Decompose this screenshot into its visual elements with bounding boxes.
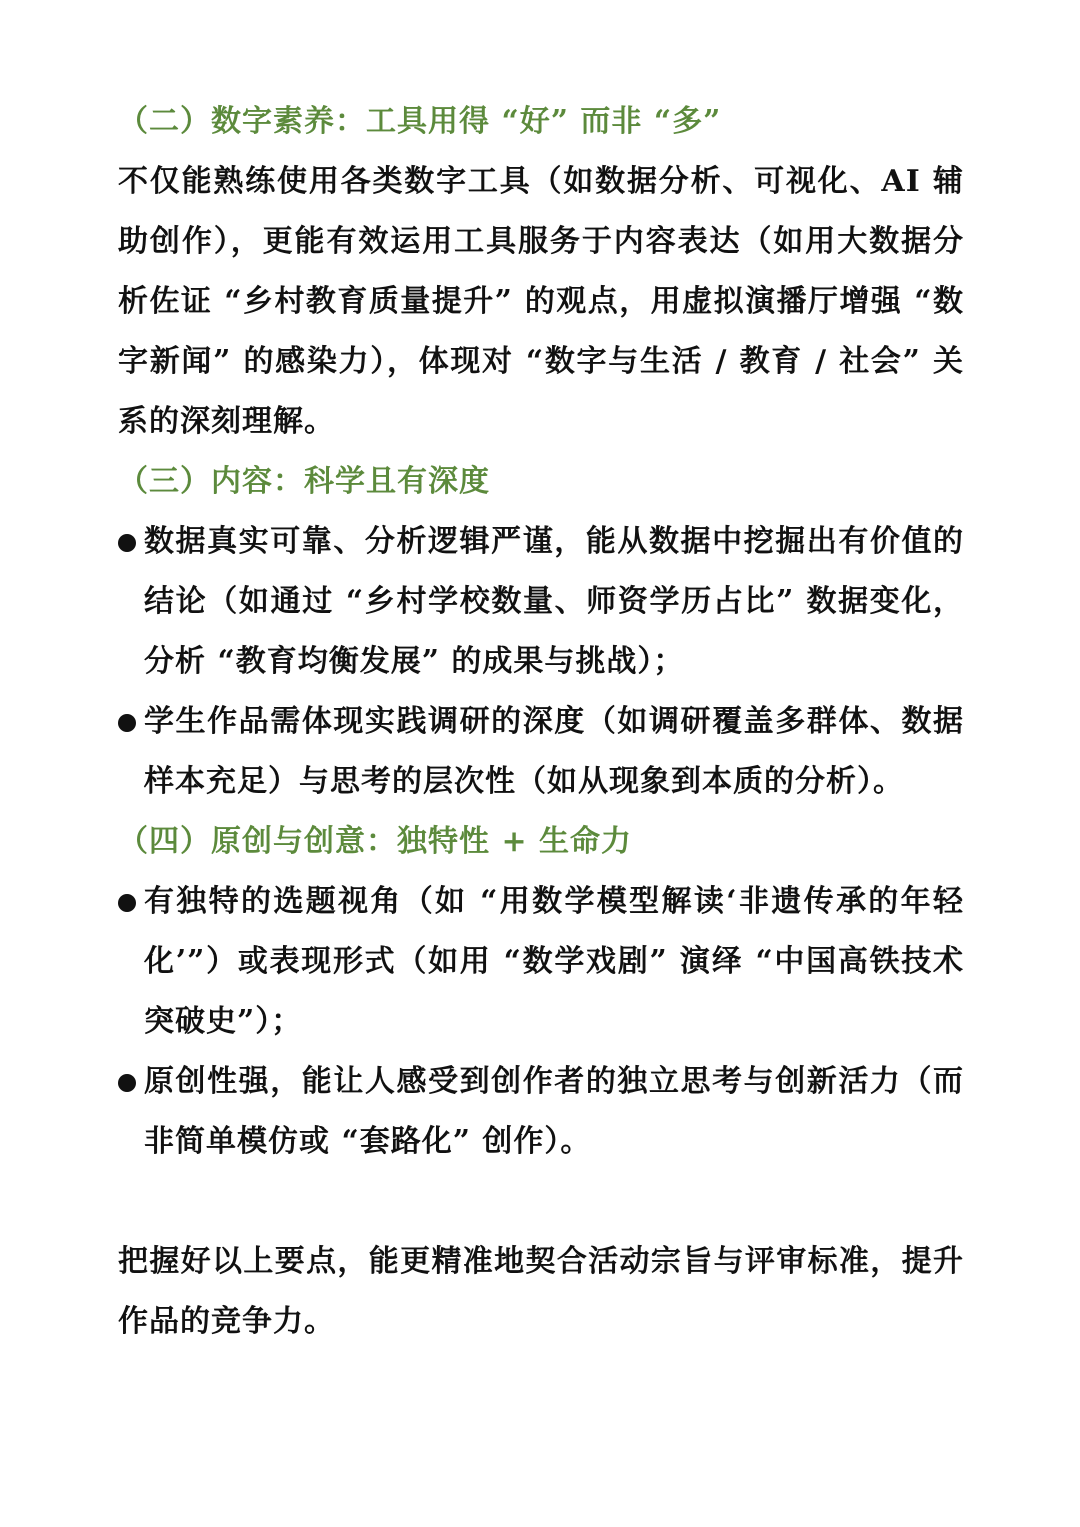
bullet-text: 原创性强，能让人感受到创作者的独立思考与创新活力（而非简单模仿或 “套路化” 创作）。 bbox=[144, 1064, 964, 1159]
bullet-text: 数据真实可靠、分析逻辑严谨，能从数据中挖掘出有价值的结论（如通过 “乡村学校数量、师资学历占比” 数据变化，分析 “教育均衡发展” 的成果与挑战）； bbox=[144, 524, 964, 679]
bullet-dot-icon bbox=[118, 714, 136, 732]
section-heading-originality: （四）原创与创意：独特性 + 生命力 bbox=[118, 824, 633, 859]
section-heading-content: （三）内容：科学且有深度 bbox=[118, 464, 490, 499]
bullet-item bbox=[118, 1052, 964, 1172]
bullet-item bbox=[118, 692, 964, 812]
bullet-item bbox=[118, 872, 964, 1052]
bullet-dot-icon bbox=[118, 894, 136, 912]
conclusion-paragraph: 把握好以上要点，能更精准地契合活动宗旨与评审标准，提升作品的竞争力。 bbox=[118, 1244, 964, 1339]
section-body-digital-literacy: 不仅能熟练使用各类数字工具（如数据分析、可视化、AI 辅助创作），更能有效运用工具服务于内容表达（如用大数据分析佐证 “乡村教育质量提升” 的观点，用虚拟演播厅增强 “数字新闻” 的感染力），体现对 “数字与生活 / 教育 / 社会” 关系的深刻理解。 bbox=[118, 164, 964, 439]
section-heading-digital-literacy: （二）数字素养：工具用得 “好” 而非 “多” bbox=[118, 104, 722, 139]
bullet-dot-icon bbox=[118, 1074, 136, 1092]
bullet-dot-icon bbox=[118, 534, 136, 552]
bullet-text: 有独特的选题视角（如 “用数学模型解读‘非遗传承的年轻化’”）或表现形式（如用 “数学戏剧” 演绎 “中国高铁技术突破史”）； bbox=[144, 884, 964, 1039]
bullet-text: 学生作品需体现实践调研的深度（如调研覆盖多群体、数据样本充足）与思考的层次性（如从现象到本质的分析）。 bbox=[144, 704, 964, 799]
bullet-item bbox=[118, 512, 964, 692]
